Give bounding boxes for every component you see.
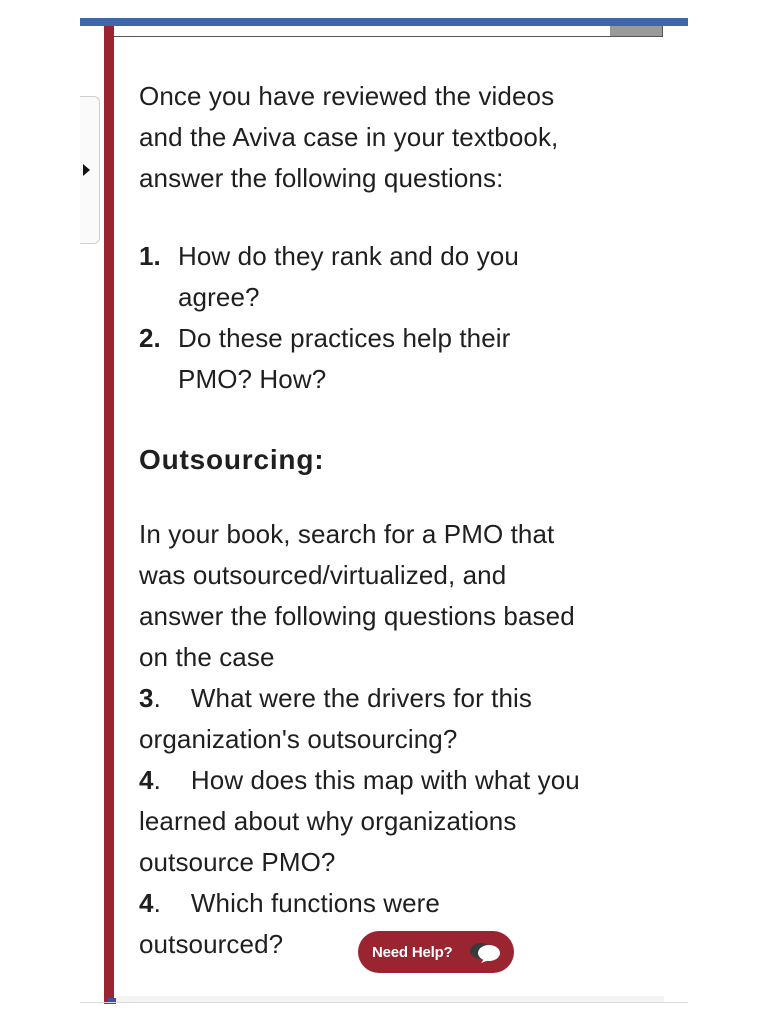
intro-line: and the Aviva case in your textbook, [139,122,559,152]
bottom-divider [80,1002,688,1003]
section-heading: Outsourcing: [139,444,325,475]
top-frame-scroll [610,26,662,36]
list-item [139,318,649,400]
item-text: Which functions were [190,888,440,918]
top-frame [113,26,663,37]
item-text: How does this map with what you [190,765,580,795]
numbered-item: 4. Which functions were [139,888,440,918]
section-line: In your book, search for a PMO that [139,519,555,549]
need-help-button[interactable] [358,931,514,973]
need-help-label: Need Help? [372,943,453,961]
list-item-line: agree? [178,282,260,312]
item-continuation: learned about why organizations [139,806,517,836]
section-line: on the case [139,642,275,672]
list-item-text [178,318,649,400]
numbered-item: 4. How does this map with what you [139,765,580,795]
assignment-content [139,76,649,965]
caret-right-icon [83,164,90,176]
question-list [139,236,649,400]
list-item [139,236,649,318]
left-accent-rule [104,26,114,1004]
item-text: What were the drivers for this [190,683,533,713]
list-item-line: Do these practices help their [178,323,511,353]
list-item-line: How do they rank and do you [178,241,519,271]
list-item-line: PMO? How? [178,364,327,394]
item-continuation: outsource PMO? [139,847,336,877]
intro-paragraph [139,76,649,199]
section-line: was outsourced/virtualized, and [139,560,507,590]
section-paragraph [139,514,649,965]
list-item-number: 2. [139,323,161,353]
item-number: 3 [139,683,154,713]
item-number: 4 [139,888,154,918]
list-item-text [178,236,649,318]
item-continuation: outsourced? [139,929,284,959]
list-item-number: 1. [139,241,161,271]
chat-bubble-icon [468,940,502,964]
top-bar [80,18,688,26]
intro-line: Once you have reviewed the videos [139,81,555,111]
intro-line: answer the following questions: [139,163,504,193]
left-accent-rule-foot [108,998,116,1004]
numbered-item: 3. What were the drivers for this [139,683,533,713]
item-number: 4 [139,765,154,795]
side-drawer-toggle[interactable] [80,96,100,244]
section-line: answer the following questions based [139,601,575,631]
item-continuation: organization's outsourcing? [139,724,458,754]
